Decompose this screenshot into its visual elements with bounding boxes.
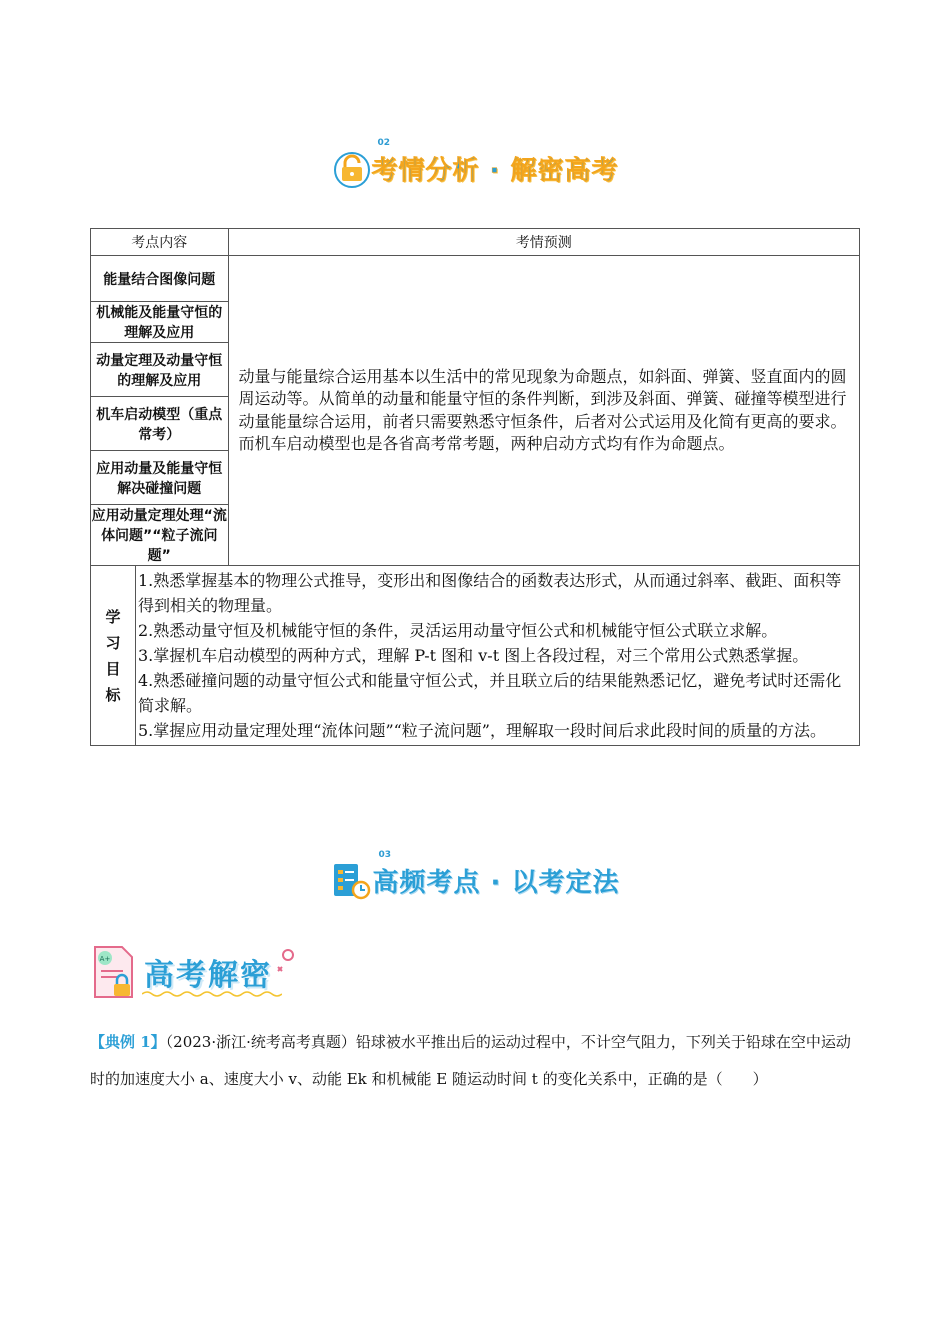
wavy-underline bbox=[142, 990, 282, 998]
sparkle-icon bbox=[274, 947, 298, 977]
goal-label-char: 习 bbox=[105, 633, 121, 652]
exam-secret-banner bbox=[92, 944, 298, 1000]
topic-item: 机车启动模型（重点常考） bbox=[91, 397, 229, 451]
lock-icon bbox=[332, 148, 372, 188]
goal-label-char: 学 bbox=[105, 607, 121, 626]
section-number: 03 bbox=[378, 850, 392, 860]
header-prediction: 考情预测 bbox=[228, 229, 859, 256]
goal-label-char: 标 bbox=[105, 685, 121, 704]
document-lock-icon bbox=[92, 944, 138, 1000]
section-title: 高频考点 · 以考定法 bbox=[372, 867, 620, 898]
example-tag: 【典例 1】 bbox=[90, 1033, 166, 1051]
learning-goals-label bbox=[91, 566, 136, 746]
checklist-clock-icon bbox=[331, 860, 373, 900]
example-question bbox=[90, 1024, 862, 1098]
goal-label-char: 目 bbox=[105, 659, 121, 678]
topic-item: 能量结合图像问题 bbox=[91, 256, 229, 302]
section-number: 02 bbox=[377, 138, 391, 148]
secret-title: 高考解密 bbox=[144, 958, 272, 993]
goal-item: 2.熟悉动量守恒及机械能守恒的条件，灵活运用动量守恒公式和机械能守恒公式联立求解。 bbox=[138, 621, 778, 640]
topic-item: 动量定理及动量守恒的理解及应用 bbox=[91, 343, 229, 397]
section-banner-high-frequency bbox=[0, 850, 950, 900]
example-text: （2023·浙江·统考高考真题）铅球被水平推出后的运动过程中，不计空气阻力，下列关于铅球在空中运动时的加速度大小 a、速度大小 v、动能 Ek 和机械能 E 随运动时间 t 的变化关系中，正确的是（ ） bbox=[90, 1033, 851, 1088]
exam-analysis-table bbox=[90, 228, 860, 746]
topic-item: 机械能及能量守恒的理解及应用 bbox=[91, 302, 229, 343]
topic-item: 应用动量定理处理“流体问题”“粒子流问题” bbox=[91, 505, 229, 566]
grade-badge: A+ bbox=[99, 955, 111, 963]
goal-item: 3.掌握机车启动模型的两种方式，理解 P-t 图和 v-t 图上各段过程，对三个常用公式熟悉掌握。 bbox=[138, 646, 809, 665]
prediction-text: 动量与能量综合运用基本以生活中的常见现象为命题点，如斜面、弹簧、竖直面内的圆周运动等。从简单的动量和能量守恒的条件判断，到涉及斜面、弹簧、碰撞等模型进行动量能量综合运用，前者只需要熟悉守恒条件，后者对公式运用及化简有更高的要求。而机车启动模型也是各省高考常考题，两种启动方式均有作为命题点。 bbox=[228, 256, 859, 566]
header-topic-content: 考点内容 bbox=[91, 229, 229, 256]
goal-item: 4.熟悉碰撞问题的动量守恒公式和能量守恒公式，并且联立后的结果能熟悉记忆，避免考试时还需化简求解。 bbox=[138, 671, 842, 715]
section-title: 考情分析 · 解密高考 bbox=[371, 155, 619, 186]
learning-goals bbox=[136, 566, 860, 746]
section-banner-analysis bbox=[0, 138, 950, 188]
goal-item: 5.掌握应用动量定理处理“流体问题”“粒子流问题”，理解取一段时间后求此段时间的质量的方法。 bbox=[138, 721, 826, 740]
goal-item: 1.熟悉掌握基本的物理公式推导，变形出和图像结合的函数表达形式，从而通过斜率、截距、面积等得到相关的物理量。 bbox=[138, 571, 842, 615]
topic-item: 应用动量及能量守恒解决碰撞问题 bbox=[91, 451, 229, 505]
